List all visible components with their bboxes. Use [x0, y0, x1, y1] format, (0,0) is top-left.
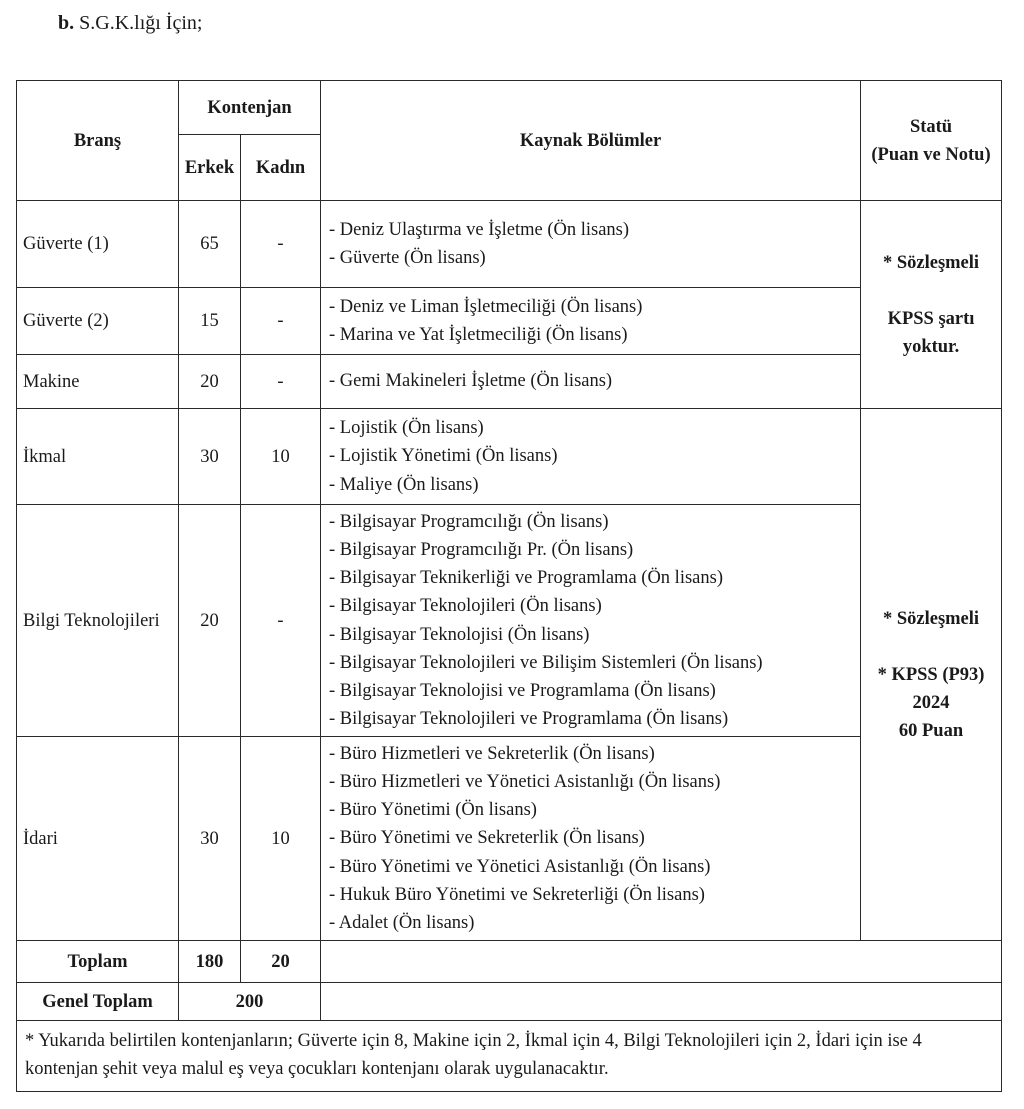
kaynak-item: - Büro Hizmetleri ve Yönetici Asistanlığı (Ön lisans) [329, 771, 721, 792]
table-row [17, 737, 1002, 941]
kaynak-item: - Deniz Ulaştırma ve İşletme (Ön lisans) [329, 219, 630, 240]
kadin-cell: - [241, 355, 321, 409]
header-statu [861, 81, 1002, 201]
section-title: S.G.K.lığı İçin; [79, 12, 203, 34]
erkek-cell: 65 [179, 201, 241, 288]
brans-cell: İdari [17, 737, 179, 941]
header-kaynak: Kaynak Bölümler [321, 81, 861, 201]
table-row [17, 355, 1002, 409]
kaynak-item: - Lojistik Yönetimi (Ön lisans) [329, 446, 558, 467]
erkek-cell: 20 [179, 355, 241, 409]
header-kontenjan: Kontenjan [179, 81, 321, 135]
section-prefix: b. [58, 12, 75, 34]
status-cell-group-2 [861, 409, 1002, 941]
status-line: 60 Puan [898, 720, 964, 741]
kaynak-item: - Bilgisayar Programcılığı (Ön lisans) [329, 511, 609, 532]
status-line: * KPSS (P93) [877, 664, 985, 685]
toplam-erkek: 180 [179, 941, 241, 983]
brans-cell: Güverte (1) [17, 201, 179, 288]
erkek-cell: 20 [179, 505, 241, 737]
genel-toplam-empty [321, 983, 1002, 1021]
header-kadin: Kadın [241, 135, 321, 201]
table-row [17, 288, 1002, 355]
brans-cell: Makine [17, 355, 179, 409]
kaynak-item: - Marina ve Yat İşletmeciliği (Ön lisans) [329, 325, 628, 345]
kaynak-item: - Hukuk Büro Yönetimi ve Sekreterliği (Ön lisans) [329, 884, 705, 905]
kaynak-cell [321, 737, 861, 941]
kaynak-item: - Bilgisayar Teknikerliği ve Programlama (Ön lisans) [329, 568, 723, 589]
table-row [17, 505, 1002, 737]
kaynak-item: - Büro Yönetimi ve Yönetici Asistanlığı (Ön lisans) [329, 856, 711, 877]
brans-cell: Bilgi Teknolojileri [17, 505, 179, 737]
brans-cell: İkmal [17, 409, 179, 505]
status-line: KPSS şartı [887, 308, 975, 329]
genel-toplam-label: Genel Toplam [17, 983, 179, 1021]
kadin-cell: 10 [241, 737, 321, 941]
kaynak-item: - Bilgisayar Teknolojisi (Ön lisans) [329, 624, 590, 645]
brans-cell: Güverte (2) [17, 288, 179, 355]
status-line: 2024 [912, 692, 950, 713]
note-row [17, 1021, 1002, 1092]
kaynak-item: - Deniz ve Liman İşletmeciliği (Ön lisans) [329, 296, 643, 317]
toplam-label: Toplam [17, 941, 179, 983]
kaynak-item: - Büro Yönetimi ve Sekreterlik (Ön lisans) [329, 828, 645, 849]
erkek-cell: 15 [179, 288, 241, 355]
erkek-cell: 30 [179, 737, 241, 941]
status-line: * Sözleşmeli [882, 252, 980, 273]
kaynak-item: - Bilgisayar Teknolojileri ve Programlama (Ön lisans) [329, 709, 729, 730]
toplam-empty [321, 941, 1002, 983]
kaynak-item: - Bilgisayar Teknolojileri ve Bilişim Sistemleri (Ön lisans) [329, 652, 763, 673]
kaynak-item: - Bilgisayar Teknolojileri (Ön lisans) [329, 596, 602, 617]
kaynak-item: - Maliye (Ön lisans) [329, 474, 479, 495]
status-line: yoktur. [902, 336, 960, 357]
kaynak-cell [321, 355, 861, 409]
header-brans: Branş [17, 81, 179, 201]
genel-toplam-row [17, 983, 1002, 1021]
header-erkek: Erkek [179, 135, 241, 201]
erkek-cell: 30 [179, 409, 241, 505]
kadin-cell: - [241, 288, 321, 355]
status-cell-group-1 [861, 201, 1002, 409]
kaynak-item: - Bilgisayar Programcılığı Pr. (Ön lisans) [329, 539, 634, 560]
section-heading [58, 12, 202, 35]
quota-table [16, 80, 1002, 1092]
kaynak-item: - Büro Yönetimi (Ön lisans) [329, 800, 537, 821]
kadin-cell: - [241, 505, 321, 737]
table-row [17, 201, 1002, 288]
table-row [17, 409, 1002, 505]
kaynak-item: - Gemi Makineleri İşletme (Ön lisans) [329, 371, 613, 392]
header-statu-line2: (Puan ve Notu) [871, 144, 991, 165]
footnote: * Yukarıda belirtilen kontenjanların; Güverte için 8, Makine için 2, İkmal için 4, Bilgi Teknolojileri için 2, İdari için ise 4 kontenjan şehit veya malul eş veya çocukları kontenjanı olarak uygulanacaktır. [17, 1021, 1002, 1092]
kadin-cell: - [241, 201, 321, 288]
kaynak-item: - Güverte (Ön lisans) [329, 248, 486, 268]
kaynak-cell [321, 409, 861, 505]
toplam-kadin: 20 [241, 941, 321, 983]
header-statu-line1: Statü [909, 116, 953, 137]
kaynak-item: - Büro Hizmetleri ve Sekreterlik (Ön lisans) [329, 743, 655, 764]
kaynak-item: - Adalet (Ön lisans) [329, 913, 475, 933]
kaynak-cell [321, 505, 861, 737]
status-line: * Sözleşmeli [882, 608, 980, 629]
genel-toplam-value: 200 [179, 983, 321, 1021]
kaynak-item: - Lojistik (Ön lisans) [329, 418, 484, 439]
kadin-cell: 10 [241, 409, 321, 505]
toplam-row [17, 941, 1002, 983]
kaynak-cell [321, 201, 861, 288]
kaynak-item: - Bilgisayar Teknolojisi ve Programlama (Ön lisans) [329, 680, 716, 701]
kaynak-cell [321, 288, 861, 355]
